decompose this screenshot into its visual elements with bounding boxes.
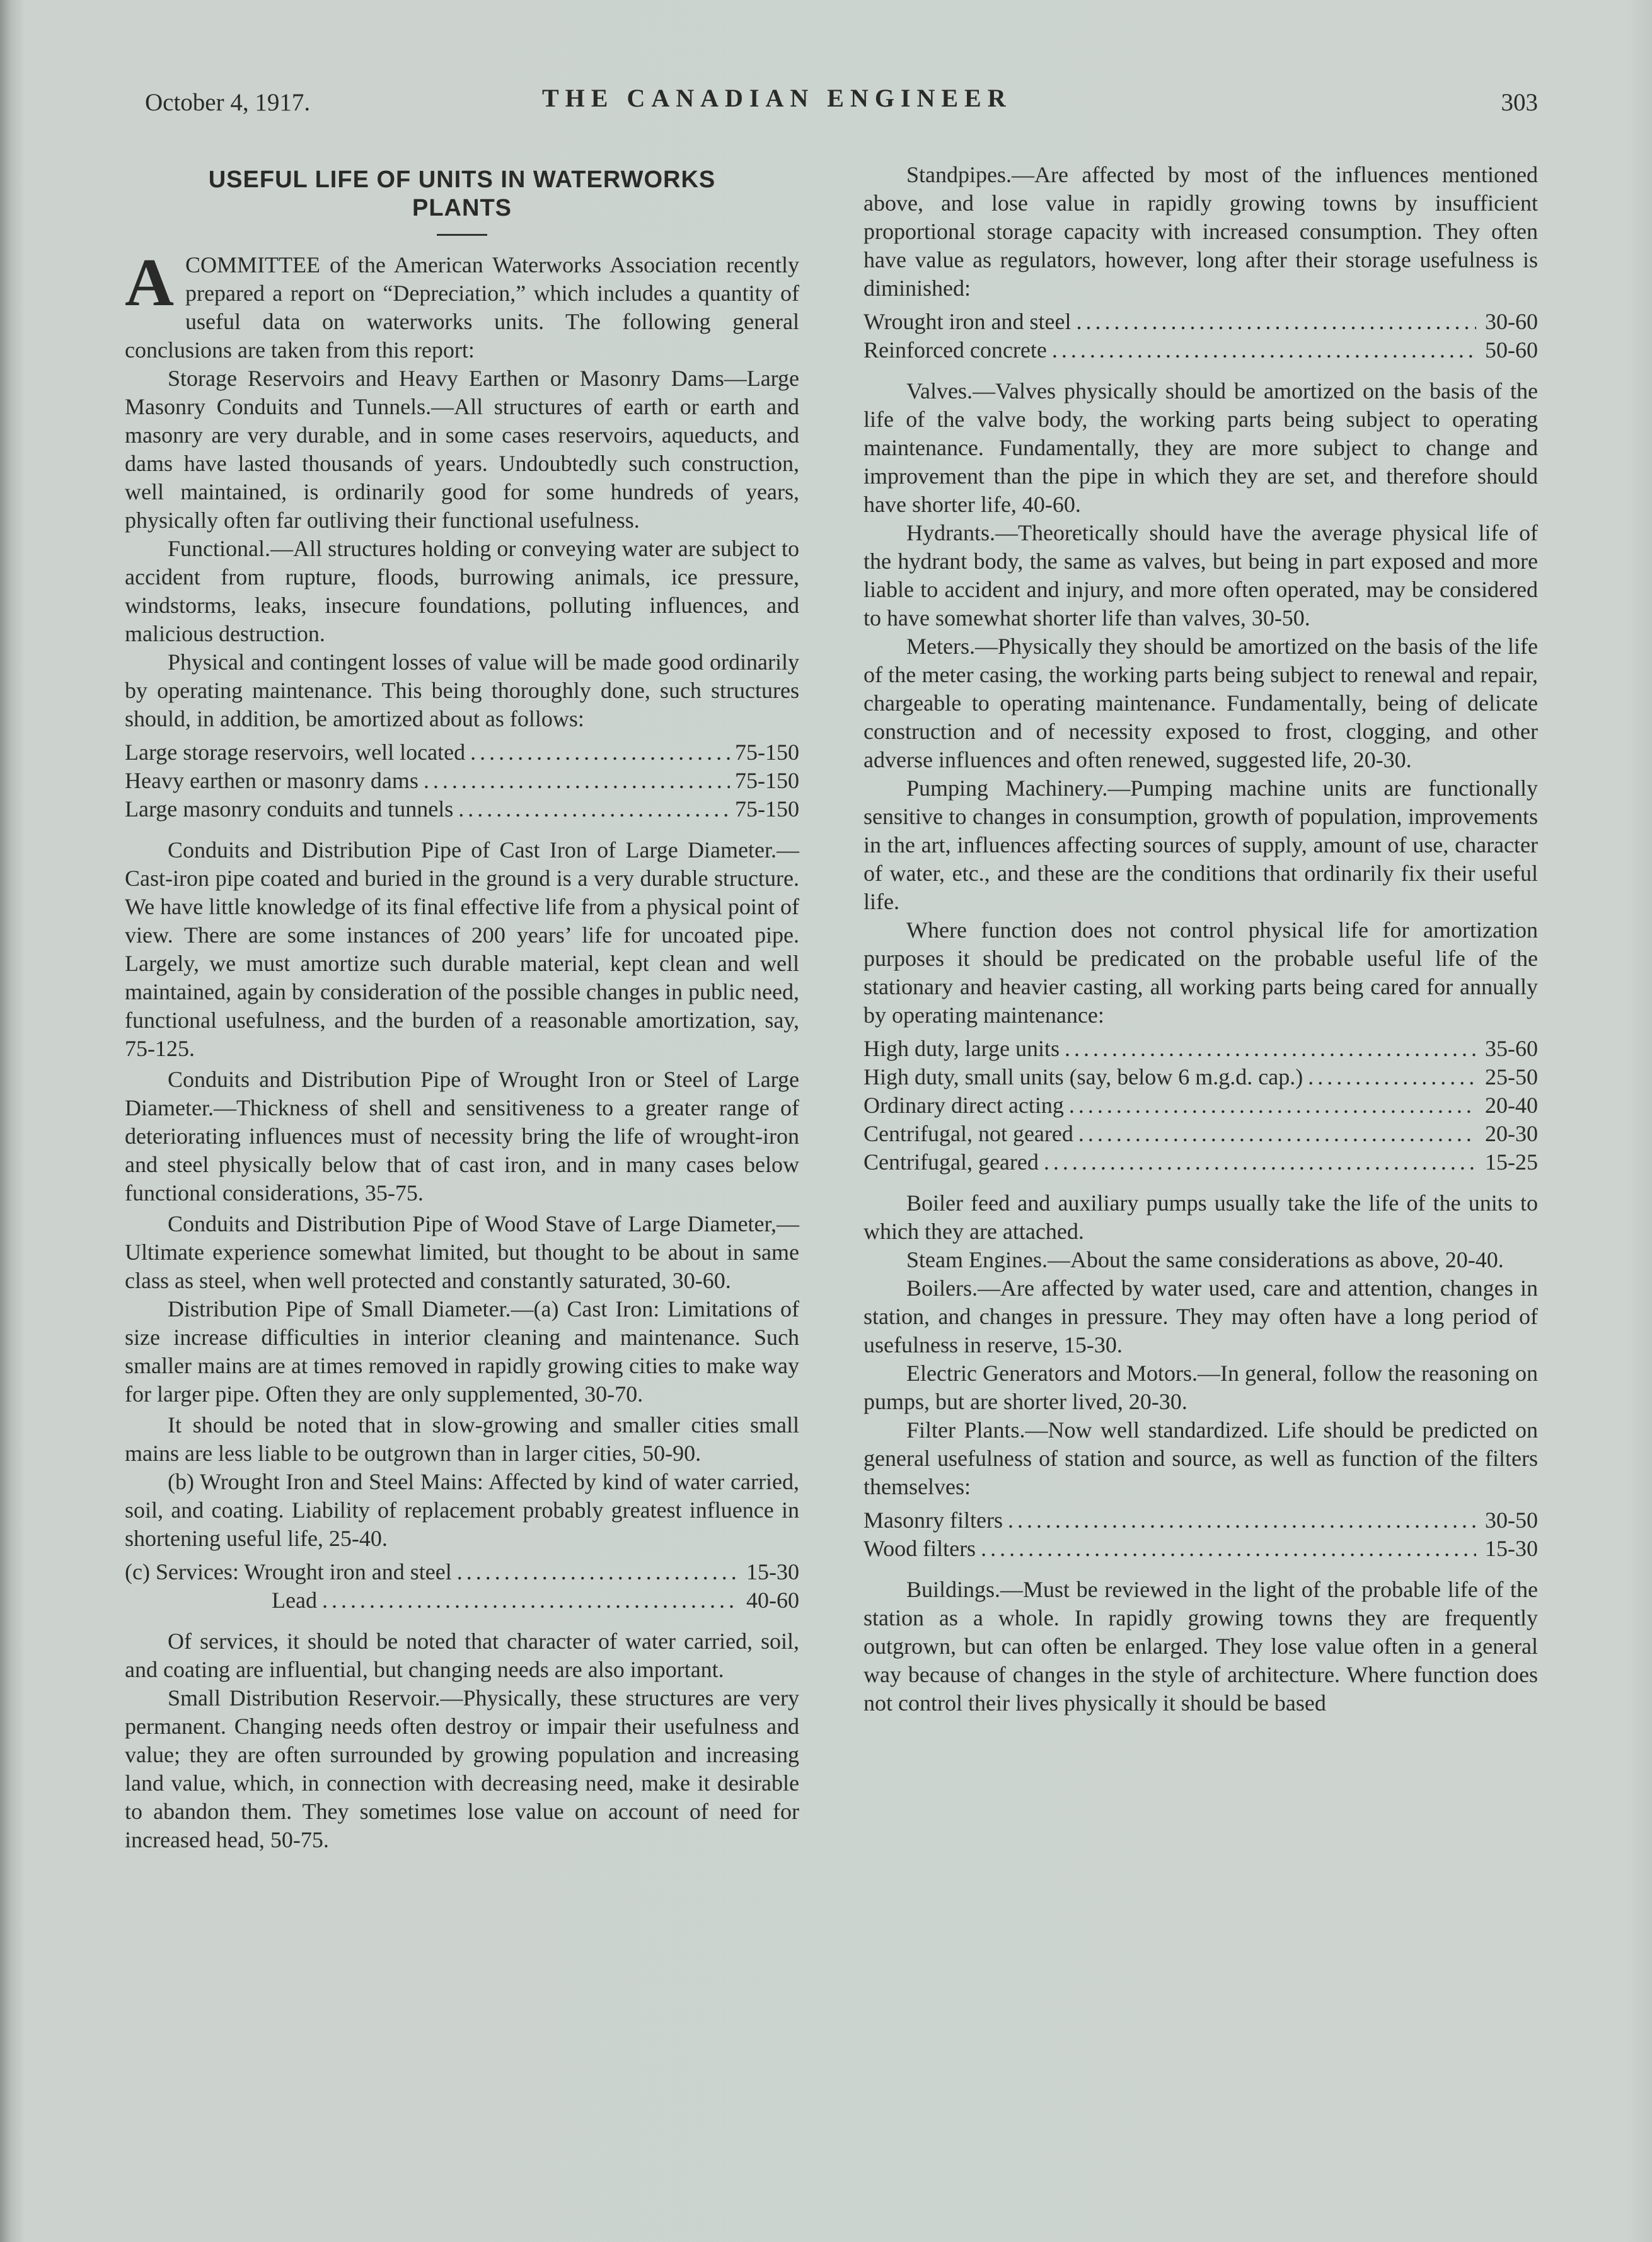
- boilers-paragraph: Boilers.—Are affected by water used, care and attention, changes in station, and changes in pressure. They may often have a long period of usefulness in reserve, 15-30.: [864, 1275, 1538, 1357]
- where-function-paragraph: Where function does not control physical life for amortization purposes it should be predicated on the probable useful life of the stationary and heavier casting, all working parts being cared for annually by operating maintenance:: [864, 917, 1538, 1028]
- row-label: (c) Services: Wrought iron and steel: [125, 1559, 452, 1584]
- row-label: Large storage reservoirs, well located: [125, 740, 466, 765]
- table-row: [125, 1586, 799, 1615]
- wrought-mains-paragraph: (b) Wrought Iron and Steel Mains: Affected by kind of water carried, soil, and coating. Liability of replacement probably greatest influence in shortening useful life, 25-40.: [125, 1469, 799, 1551]
- running-header: [145, 83, 1538, 127]
- row-label: Ordinary direct acting: [864, 1093, 1064, 1118]
- services-table: [125, 1558, 799, 1615]
- title-rule: [437, 234, 487, 236]
- row-value: 15-30: [746, 1559, 799, 1584]
- row-label: High duty, large units: [864, 1036, 1060, 1061]
- table-row: [864, 1506, 1538, 1535]
- row-value: 35-60: [1485, 1036, 1538, 1061]
- journal-title: THE CANADIAN ENGINEER: [542, 84, 1012, 112]
- left-column: [125, 161, 799, 1854]
- row-label: Centrifugal, geared: [864, 1149, 1039, 1175]
- page-number: 303: [1501, 89, 1538, 116]
- pumping-paragraph: Pumping Machinery.—Pumping machine units are functionally sensitive to changes in consumption, growth of population, improvements in the art, influences affecting sources of supply, amount of use, character of water, etc., and these are the conditions that ordinarily fix their useful life.: [864, 775, 1538, 914]
- table-row: [864, 1035, 1538, 1063]
- row-value: 15-30: [1485, 1536, 1538, 1561]
- valves-paragraph: Valves.—Valves physically should be amortized on the basis of the life of the valve body, the working parts being subject to operating maintenance. Fundamentally, they are more subject to change and improvement than the pipe in which they are set, and therefore should have shorter life, 40-60.: [864, 378, 1538, 517]
- right-column: [864, 161, 1538, 1717]
- pumping-table: [864, 1035, 1538, 1176]
- table-row: [125, 1558, 799, 1586]
- row-label: Large masonry conduits and tunnels: [125, 796, 454, 822]
- row-value: 20-30: [1485, 1121, 1538, 1146]
- meters-paragraph: Meters.—Physically they should be amortized on the basis of the life of the meter casing, the working parts being subject to renewal and repair, chargeable to operating maintenance. Fundamentally, being of delicate construction and of necessity exposed to frost, clogging, and other adverse influences and often renewed, suggested life, 20-30.: [864, 634, 1538, 772]
- row-value: 20-40: [1485, 1093, 1538, 1118]
- storage-table: [125, 738, 799, 823]
- row-label: Wrought iron and steel: [864, 309, 1071, 334]
- row-label: Reinforced concrete: [864, 337, 1047, 363]
- filter-plants-paragraph: Filter Plants.—Now well standardized. Life should be predicted on general usefulness of station and source, as well as function of the filters themselves:: [864, 1417, 1538, 1499]
- article-title-line-1: USEFUL LIFE OF UNITS IN WATERWORKS: [208, 166, 716, 193]
- article-title-line-2: PLANTS: [412, 195, 512, 221]
- cast-iron-paragraph: Conduits and Distribution Pipe of Cast Iron of Large Diameter.—Cast-iron pipe coated and buried in the ground is a very durable structure. We have little knowledge of its final effective life from a physical point of view. There are some instances of 200 years’ life for uncoated pipe. Largely, we must amortize such durable material, kept clean and well maintained, again by consideration of the possible changes in public need, functional usefulness, and the burden of a reasonable amortization, say, 75-125.: [125, 837, 799, 1061]
- slow-growing-paragraph: It should be noted that in slow-growing and smaller cities small mains are less liable to be outgrown than in larger cities, 50-90.: [125, 1412, 799, 1466]
- row-value: 25-50: [1485, 1064, 1538, 1089]
- filters-table: [864, 1506, 1538, 1563]
- hydrants-paragraph: Hydrants.—Theoretically should have the average physical life of the hydrant body, the same as valves, but being in part exposed and more liable to accident and injury, and more often operated, may be considered to have somewhat shorter life than valves, 30-50.: [864, 520, 1538, 630]
- row-value: 30-50: [1485, 1507, 1538, 1533]
- row-value: 30-60: [1485, 309, 1538, 334]
- standpipes-table: [864, 308, 1538, 364]
- wood-stave-paragraph: Conduits and Distribution Pipe of Wood Stave of Large Diameter,—Ultimate experience somewhat limited, but thought to be about in same class as steel, when well protected and constantly saturated, 30-60.: [125, 1211, 799, 1293]
- table-row: [864, 1120, 1538, 1148]
- table-row: [125, 738, 799, 767]
- table-row: [125, 795, 799, 823]
- row-label: Centrifugal, not geared: [864, 1121, 1073, 1146]
- row-value: 75-150: [735, 796, 799, 822]
- steam-engines-paragraph: Steam Engines.—About the same considerations as above, 20-40.: [906, 1247, 1504, 1272]
- table-row: [864, 1148, 1538, 1176]
- row-label: Masonry filters: [864, 1507, 1003, 1533]
- storage-reservoirs-paragraph: Storage Reservoirs and Heavy Earthen or Masonry Dams—Large Masonry Conduits and Tunnels.—All structures of earth or earth and masonry are very durable, and in some cases reservoirs, aqueducts, and dams have lasted thousands of years. Undoubtedly such construction, well maintained, is ordinarily good for some hundreds of years, physically often far outliving their functional usefulness.: [125, 366, 799, 533]
- small-reservoir-paragraph: Small Distribution Reservoir.—Physically, these structures are very permanent. Changing needs often destroy or impair their usefulness and value; they are often surrounded by growing population and increasing land value, which, in connection with decreasing need, make it desirable to abandon them. They sometimes lose value on account of need for increased head, 50-75.: [125, 1685, 799, 1852]
- table-row: [864, 336, 1538, 364]
- row-value: 15-25: [1485, 1149, 1538, 1175]
- row-value: 75-150: [735, 768, 799, 793]
- article-title: [125, 166, 799, 223]
- row-label: High duty, small units (say, below 6 m.g.d. cap.): [864, 1064, 1303, 1089]
- intro-text: COMMITTEE of the American Waterworks Association recently prepared a report on “Depreciation,” which includes a quantity of useful data on waterworks units. The following general conclusions are taken from this report:: [125, 252, 799, 363]
- functional-paragraph: Functional.—All structures holding or conveying water are subject to accident from rupture, floods, burrowing animals, ice pressure, windstorms, leaks, insecure foundations, polluting influences, and malicious destruction.: [125, 536, 799, 646]
- buildings-paragraph: Buildings.—Must be reviewed in the light of the probable life of the station as a whole. In rapidly growing towns they are frequently outgrown, but can often be enlarged. They lose value often in a general way because of changes in the style of architecture. Where function does not control their lives physically it should be based: [864, 1577, 1538, 1716]
- drop-cap: A: [125, 245, 174, 320]
- standpipes-paragraph: Standpipes.—Are affected by most of the influences mentioned above, and lose value in rapidly growing towns by insufficient proportional storage capacity with increased consumption. They often have value as regulators, however, long after their storage usefulness is diminished:: [864, 162, 1538, 301]
- intro-paragraph: [125, 245, 799, 364]
- row-label: Lead: [272, 1588, 317, 1613]
- issue-date: October 4, 1917.: [145, 89, 311, 116]
- electric-paragraph: Electric Generators and Motors.—In general, follow the reasoning on pumps, but are shorter lived, 20-30.: [864, 1361, 1538, 1414]
- of-services-paragraph: Of services, it should be noted that character of water carried, soil, and coating are influential, but changing needs are also important.: [125, 1629, 799, 1682]
- table-row: [125, 767, 799, 795]
- physical-losses-paragraph: Physical and contingent losses of value will be made good ordinarily by operating maintenance. This being thoroughly done, such structures should, in addition, be amortized about as follows:: [125, 649, 799, 731]
- boiler-feed-paragraph: Boiler feed and auxiliary pumps usually take the life of the units to which they are attached.: [864, 1190, 1538, 1244]
- table-row: [864, 1535, 1538, 1563]
- row-value: 50-60: [1485, 337, 1538, 363]
- row-value: 75-150: [735, 740, 799, 765]
- row-label: Heavy earthen or masonry dams: [125, 768, 419, 793]
- table-row: [864, 308, 1538, 336]
- row-value: 40-60: [746, 1588, 799, 1613]
- row-label: Wood filters: [864, 1536, 976, 1561]
- table-row: [864, 1091, 1538, 1120]
- table-row: [864, 1063, 1538, 1091]
- wrought-iron-paragraph: Conduits and Distribution Pipe of Wrought Iron or Steel of Large Diameter.—Thickness of shell and sensitiveness to a greater range of deteriorating influences must of necessity bring the life of wrought-iron and steel physically below that of cast iron, and in many cases below functional considerations, 35-75.: [125, 1067, 799, 1205]
- small-diameter-paragraph: Distribution Pipe of Small Diameter.—(a) Cast Iron: Limitations of size increase difficulties in interior cleaning and maintenance. Such smaller mains are at times removed in rapidly growing cities to make way for larger pipe. Often they are only supplemented, 30-70.: [125, 1296, 799, 1407]
